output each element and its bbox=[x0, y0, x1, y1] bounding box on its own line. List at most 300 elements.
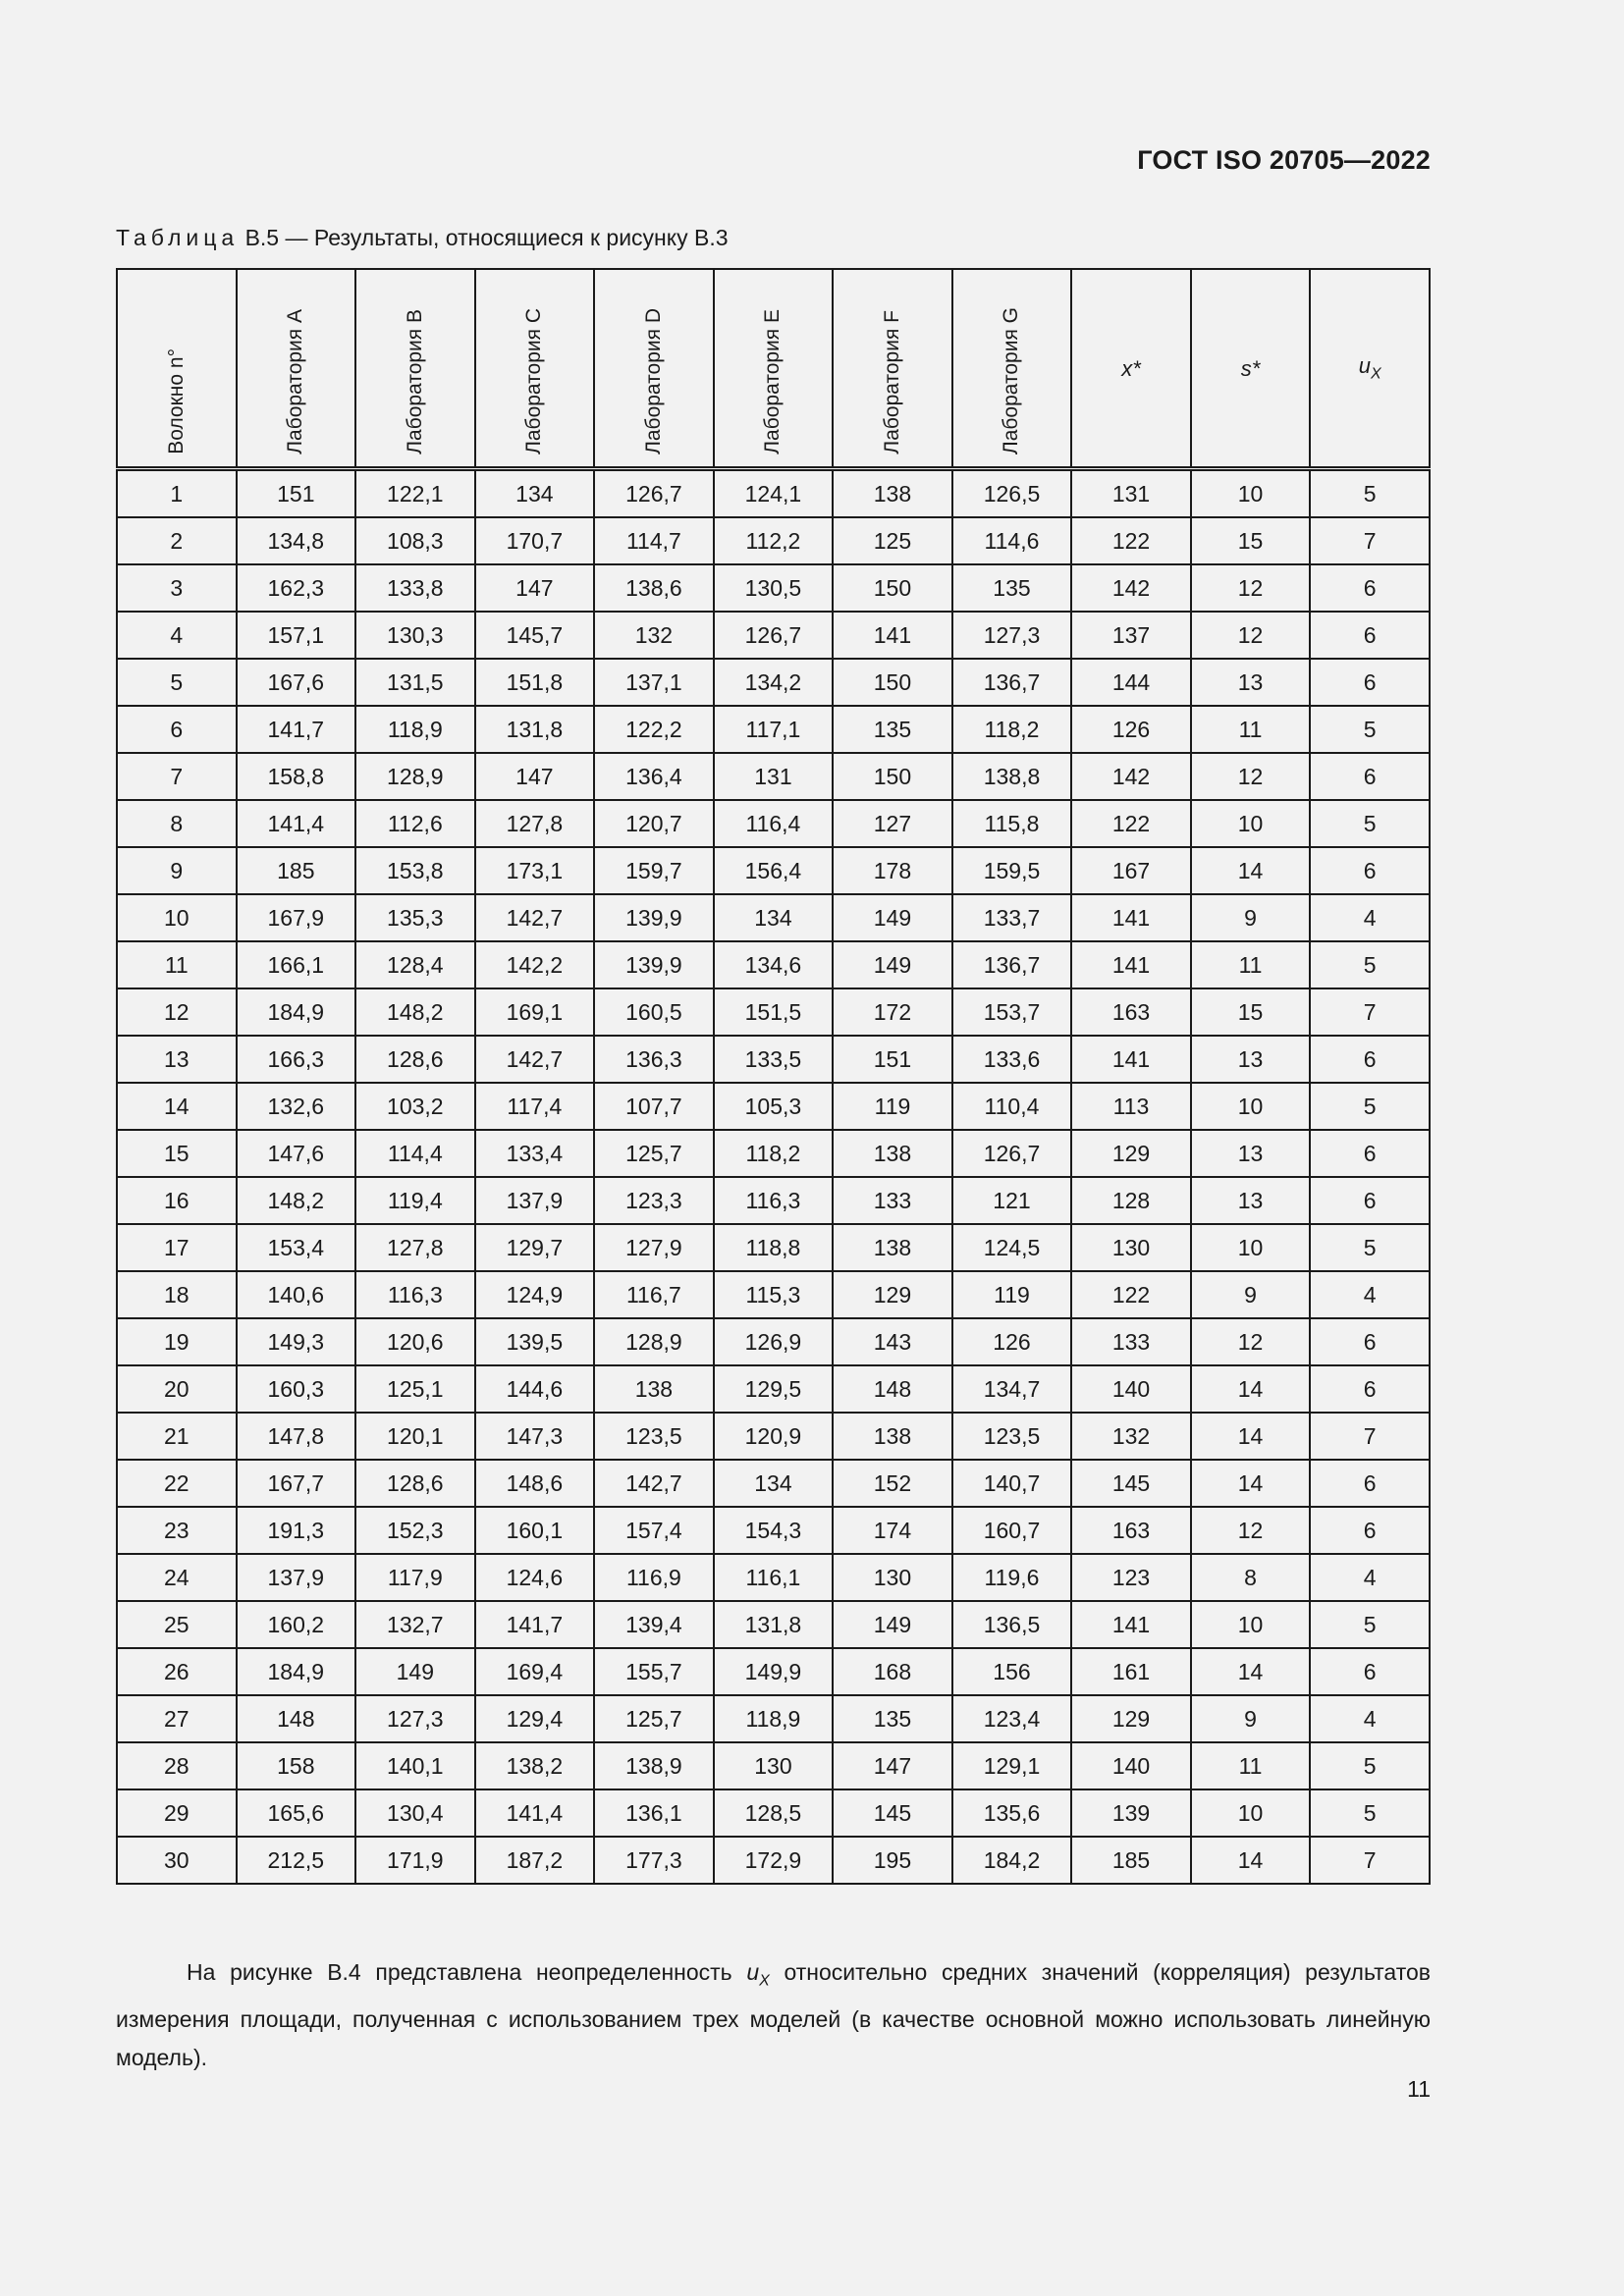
table-cell: 185 bbox=[237, 847, 356, 894]
table-cell: 6 bbox=[117, 706, 237, 753]
table-cell: 136,7 bbox=[952, 659, 1072, 706]
table-cell: 126 bbox=[952, 1318, 1072, 1365]
table-cell: 120,7 bbox=[594, 800, 714, 847]
table-cell: 10 bbox=[1191, 1601, 1311, 1648]
table-cell: 136,3 bbox=[594, 1036, 714, 1083]
table-cell: 167,7 bbox=[237, 1460, 356, 1507]
table-cell: 133 bbox=[1071, 1318, 1191, 1365]
table-cell: 16 bbox=[117, 1177, 237, 1224]
table-cell: 147 bbox=[833, 1742, 952, 1789]
table-cell: 134,6 bbox=[714, 941, 834, 988]
table-cell: 120,9 bbox=[714, 1413, 834, 1460]
table-row bbox=[117, 564, 1430, 612]
table-cell: 11 bbox=[1191, 706, 1311, 753]
table-row bbox=[117, 941, 1430, 988]
table-cell: 137,1 bbox=[594, 659, 714, 706]
table-row bbox=[117, 800, 1430, 847]
table-cell: 141 bbox=[1071, 1601, 1191, 1648]
table-row bbox=[117, 659, 1430, 706]
table-caption-text: В.5 — Результаты, относящиеся к рисунку В.3 bbox=[244, 225, 729, 250]
table-cell: 120,1 bbox=[355, 1413, 475, 1460]
table-cell: 116,4 bbox=[714, 800, 834, 847]
table-cell: 178 bbox=[833, 847, 952, 894]
table-cell: 115,3 bbox=[714, 1271, 834, 1318]
table-cell: 121 bbox=[952, 1177, 1072, 1224]
paragraph-text-after: относительно средних значений (корреляция) результатов измерения площади, полученная с использованием трех моделей (в качестве основной можно использовать линейную модель). bbox=[116, 1959, 1431, 2070]
table-row bbox=[117, 1365, 1430, 1413]
table-cell: 126,7 bbox=[594, 469, 714, 518]
table-cell: 133,5 bbox=[714, 1036, 834, 1083]
table-cell: 142,7 bbox=[475, 894, 595, 941]
table-cell: 140,6 bbox=[237, 1271, 356, 1318]
table-cell: 160,3 bbox=[237, 1365, 356, 1413]
table-cell: 107,7 bbox=[594, 1083, 714, 1130]
table-cell: 7 bbox=[1310, 1413, 1430, 1460]
table-cell: 6 bbox=[1310, 753, 1430, 800]
table-cell: 184,2 bbox=[952, 1837, 1072, 1884]
table-row bbox=[117, 1507, 1430, 1554]
table-cell: 191,3 bbox=[237, 1507, 356, 1554]
table-cell: 19 bbox=[117, 1318, 237, 1365]
table-cell: 118,2 bbox=[714, 1130, 834, 1177]
table-cell: 26 bbox=[117, 1648, 237, 1695]
table-cell: 166,3 bbox=[237, 1036, 356, 1083]
table-cell: 113 bbox=[1071, 1083, 1191, 1130]
table-cell: 154,3 bbox=[714, 1507, 834, 1554]
table-cell: 158,8 bbox=[237, 753, 356, 800]
table-cell: 156,4 bbox=[714, 847, 834, 894]
table-cell: 160,7 bbox=[952, 1507, 1072, 1554]
table-cell: 145,7 bbox=[475, 612, 595, 659]
table-cell: 132,7 bbox=[355, 1601, 475, 1648]
table-cell: 157,4 bbox=[594, 1507, 714, 1554]
table-cell: 167,9 bbox=[237, 894, 356, 941]
table-row bbox=[117, 1554, 1430, 1601]
table-cell: 118,2 bbox=[952, 706, 1072, 753]
column-header-8 bbox=[1071, 269, 1191, 469]
table-cell: 149 bbox=[833, 941, 952, 988]
header-row bbox=[117, 269, 1430, 469]
table-cell: 6 bbox=[1310, 1177, 1430, 1224]
table-row bbox=[117, 1036, 1430, 1083]
table-cell: 122 bbox=[1071, 1271, 1191, 1318]
table-cell: 140 bbox=[1071, 1742, 1191, 1789]
table-cell: 145 bbox=[1071, 1460, 1191, 1507]
table-cell: 14 bbox=[1191, 1648, 1311, 1695]
column-header-label: Лаборатория С bbox=[522, 308, 546, 454]
table-cell: 126,7 bbox=[714, 612, 834, 659]
table-row bbox=[117, 1318, 1430, 1365]
table-cell: 184,9 bbox=[237, 1648, 356, 1695]
table-cell: 149 bbox=[833, 894, 952, 941]
table-cell: 127,3 bbox=[952, 612, 1072, 659]
table-cell: 24 bbox=[117, 1554, 237, 1601]
table-cell: 126,7 bbox=[952, 1130, 1072, 1177]
table-cell: 144 bbox=[1071, 659, 1191, 706]
table-cell: 129 bbox=[833, 1271, 952, 1318]
table-cell: 5 bbox=[1310, 1742, 1430, 1789]
uncertainty-symbol: u bbox=[746, 1959, 760, 1985]
table-cell: 5 bbox=[1310, 469, 1430, 518]
table-cell: 9 bbox=[1191, 1695, 1311, 1742]
table-cell: 140,7 bbox=[952, 1460, 1072, 1507]
table-cell: 147,3 bbox=[475, 1413, 595, 1460]
table-row bbox=[117, 1601, 1430, 1648]
table-cell: 118,8 bbox=[714, 1224, 834, 1271]
table-cell: 4 bbox=[1310, 1271, 1430, 1318]
table-cell: 135 bbox=[833, 706, 952, 753]
table-cell: 139,9 bbox=[594, 941, 714, 988]
column-header-label bbox=[1358, 353, 1381, 383]
table-cell: 14 bbox=[1191, 1837, 1311, 1884]
table-cell: 141 bbox=[833, 612, 952, 659]
column-header-label: Волокно n° bbox=[164, 348, 188, 454]
table-cell: 147 bbox=[475, 753, 595, 800]
table-cell: 128,5 bbox=[714, 1789, 834, 1837]
table-cell: 7 bbox=[1310, 517, 1430, 564]
table-row bbox=[117, 894, 1430, 941]
table-cell: 138,6 bbox=[594, 564, 714, 612]
table-cell: 116,3 bbox=[355, 1271, 475, 1318]
table-cell: 123 bbox=[1071, 1554, 1191, 1601]
column-header-0 bbox=[117, 269, 237, 469]
table-cell: 112,6 bbox=[355, 800, 475, 847]
table-cell: 148 bbox=[833, 1365, 952, 1413]
table-cell: 119 bbox=[833, 1083, 952, 1130]
table-cell: 123,3 bbox=[594, 1177, 714, 1224]
table-cell: 129,5 bbox=[714, 1365, 834, 1413]
table-cell: 148,2 bbox=[237, 1177, 356, 1224]
table-cell: 4 bbox=[117, 612, 237, 659]
table-cell: 105,3 bbox=[714, 1083, 834, 1130]
table-cell: 135,6 bbox=[952, 1789, 1072, 1837]
table-cell: 5 bbox=[1310, 941, 1430, 988]
table-cell: 161 bbox=[1071, 1648, 1191, 1695]
table-cell: 143 bbox=[833, 1318, 952, 1365]
table-cell: 151 bbox=[833, 1036, 952, 1083]
table-cell: 152,3 bbox=[355, 1507, 475, 1554]
table-cell: 10 bbox=[1191, 469, 1311, 518]
table-cell: 6 bbox=[1310, 612, 1430, 659]
table-row bbox=[117, 706, 1430, 753]
table-cell: 127 bbox=[833, 800, 952, 847]
table-cell: 13 bbox=[1191, 1130, 1311, 1177]
table-cell: 12 bbox=[1191, 1507, 1311, 1554]
column-header-label bbox=[1121, 356, 1141, 381]
table-cell: 6 bbox=[1310, 1460, 1430, 1507]
table-cell: 132,6 bbox=[237, 1083, 356, 1130]
table-cell: 125,7 bbox=[594, 1130, 714, 1177]
table-cell: 142,2 bbox=[475, 941, 595, 988]
table-cell: 138 bbox=[833, 1224, 952, 1271]
table-cell: 177,3 bbox=[594, 1837, 714, 1884]
column-header-6 bbox=[833, 269, 952, 469]
table-cell: 14 bbox=[1191, 1413, 1311, 1460]
table-cell: 140,1 bbox=[355, 1742, 475, 1789]
column-header-10 bbox=[1310, 269, 1430, 469]
table-cell: 11 bbox=[1191, 1742, 1311, 1789]
page-number: 11 bbox=[1407, 2076, 1431, 2102]
table-cell: 125,1 bbox=[355, 1365, 475, 1413]
table-cell: 124,6 bbox=[475, 1554, 595, 1601]
table-cell: 12 bbox=[1191, 1318, 1311, 1365]
table-cell: 149,9 bbox=[714, 1648, 834, 1695]
table-cell: 159,5 bbox=[952, 847, 1072, 894]
table-cell: 135 bbox=[833, 1695, 952, 1742]
table-cell: 5 bbox=[1310, 1224, 1430, 1271]
table-cell: 12 bbox=[1191, 612, 1311, 659]
uncertainty-symbol-subscript: X bbox=[759, 1972, 770, 1990]
table-cell: 15 bbox=[117, 1130, 237, 1177]
table-cell: 167 bbox=[1071, 847, 1191, 894]
table-cell: 127,9 bbox=[594, 1224, 714, 1271]
table-cell: 8 bbox=[1191, 1554, 1311, 1601]
table-cell: 116,9 bbox=[594, 1554, 714, 1601]
table-caption bbox=[116, 225, 729, 251]
table-cell: 117,1 bbox=[714, 706, 834, 753]
table-cell: 13 bbox=[1191, 1036, 1311, 1083]
column-header-9 bbox=[1191, 269, 1311, 469]
table-cell: 151 bbox=[237, 469, 356, 518]
document-code: ГОСТ ISO 20705—2022 bbox=[1137, 145, 1431, 175]
table-cell: 125,7 bbox=[594, 1695, 714, 1742]
paragraph-text-before: На рисунке В.4 представлена неопределенность bbox=[187, 1959, 747, 1985]
table-cell: 172 bbox=[833, 988, 952, 1036]
table-cell: 25 bbox=[117, 1601, 237, 1648]
table-row bbox=[117, 1177, 1430, 1224]
table-cell: 12 bbox=[117, 988, 237, 1036]
table-cell: 14 bbox=[1191, 1365, 1311, 1413]
table-cell: 174 bbox=[833, 1507, 952, 1554]
table-cell: 171,9 bbox=[355, 1837, 475, 1884]
table-cell: 130,5 bbox=[714, 564, 834, 612]
table-cell: 5 bbox=[117, 659, 237, 706]
table-cell: 1 bbox=[117, 469, 237, 518]
table-cell: 155,7 bbox=[594, 1648, 714, 1695]
table-cell: 2 bbox=[117, 517, 237, 564]
table-header bbox=[117, 269, 1430, 469]
table-cell: 153,7 bbox=[952, 988, 1072, 1036]
table-cell: 22 bbox=[117, 1460, 237, 1507]
column-header-5 bbox=[714, 269, 834, 469]
table-row bbox=[117, 612, 1430, 659]
table-cell: 119,6 bbox=[952, 1554, 1072, 1601]
table-cell: 135 bbox=[952, 564, 1072, 612]
table-cell: 134 bbox=[714, 1460, 834, 1507]
table-row bbox=[117, 753, 1430, 800]
table-cell: 195 bbox=[833, 1837, 952, 1884]
table-cell: 149 bbox=[833, 1601, 952, 1648]
results-table bbox=[116, 268, 1431, 1885]
table-cell: 133,6 bbox=[952, 1036, 1072, 1083]
table-cell: 6 bbox=[1310, 1507, 1430, 1554]
table-cell: 141 bbox=[1071, 941, 1191, 988]
column-header-label: Лаборатория F bbox=[880, 310, 903, 454]
table-cell: 134 bbox=[714, 894, 834, 941]
table-cell: 149,3 bbox=[237, 1318, 356, 1365]
table-cell: 153,8 bbox=[355, 847, 475, 894]
table-cell: 141,4 bbox=[237, 800, 356, 847]
table-cell: 4 bbox=[1310, 894, 1430, 941]
table-cell: 156 bbox=[952, 1648, 1072, 1695]
column-header-label: Лаборатория G bbox=[1000, 306, 1023, 454]
table-cell: 114,4 bbox=[355, 1130, 475, 1177]
table-cell: 15 bbox=[1191, 517, 1311, 564]
table-cell: 160,5 bbox=[594, 988, 714, 1036]
table-cell: 119 bbox=[952, 1271, 1072, 1318]
table-cell: 150 bbox=[833, 753, 952, 800]
table-cell: 157,1 bbox=[237, 612, 356, 659]
table-cell: 187,2 bbox=[475, 1837, 595, 1884]
table-cell: 149 bbox=[355, 1648, 475, 1695]
table-cell: 5 bbox=[1310, 1083, 1430, 1130]
table-cell: 153,4 bbox=[237, 1224, 356, 1271]
column-header-symbol: x* bbox=[1121, 355, 1141, 381]
table-cell: 128,6 bbox=[355, 1460, 475, 1507]
table-cell: 150 bbox=[833, 659, 952, 706]
table-cell: 5 bbox=[1310, 1789, 1430, 1837]
table-cell: 126,9 bbox=[714, 1318, 834, 1365]
table-cell: 114,6 bbox=[952, 517, 1072, 564]
table-cell: 147 bbox=[475, 564, 595, 612]
table-row bbox=[117, 847, 1430, 894]
table-cell: 10 bbox=[1191, 1224, 1311, 1271]
table-cell: 128,6 bbox=[355, 1036, 475, 1083]
table-row bbox=[117, 1271, 1430, 1318]
table-cell: 117,4 bbox=[475, 1083, 595, 1130]
table-cell: 144,6 bbox=[475, 1365, 595, 1413]
table-cell: 122 bbox=[1071, 800, 1191, 847]
table-cell: 6 bbox=[1310, 847, 1430, 894]
table-cell: 133 bbox=[833, 1177, 952, 1224]
table-cell: 7 bbox=[117, 753, 237, 800]
column-header-7 bbox=[952, 269, 1072, 469]
table-row bbox=[117, 1695, 1430, 1742]
table-cell: 29 bbox=[117, 1789, 237, 1837]
table-cell: 103,2 bbox=[355, 1083, 475, 1130]
table-cell: 30 bbox=[117, 1837, 237, 1884]
table-cell: 118,9 bbox=[355, 706, 475, 753]
table-cell: 17 bbox=[117, 1224, 237, 1271]
table-cell: 129,4 bbox=[475, 1695, 595, 1742]
table-cell: 122 bbox=[1071, 517, 1191, 564]
table-cell: 138 bbox=[833, 469, 952, 518]
table-cell: 131 bbox=[714, 753, 834, 800]
table-cell: 139,9 bbox=[594, 894, 714, 941]
column-header-1 bbox=[237, 269, 356, 469]
table-row bbox=[117, 1742, 1430, 1789]
table-cell: 131 bbox=[1071, 469, 1191, 518]
table-cell: 122,1 bbox=[355, 469, 475, 518]
table-cell: 20 bbox=[117, 1365, 237, 1413]
table-body bbox=[117, 469, 1430, 1885]
column-header-3 bbox=[475, 269, 595, 469]
table-cell: 140 bbox=[1071, 1365, 1191, 1413]
table-cell: 8 bbox=[117, 800, 237, 847]
table-cell: 170,7 bbox=[475, 517, 595, 564]
table-cell: 23 bbox=[117, 1507, 237, 1554]
column-header-label bbox=[1241, 356, 1261, 381]
table-cell: 110,4 bbox=[952, 1083, 1072, 1130]
table-cell: 128,9 bbox=[355, 753, 475, 800]
table-cell: 108,3 bbox=[355, 517, 475, 564]
table-cell: 145 bbox=[833, 1789, 952, 1837]
table-cell: 116,7 bbox=[594, 1271, 714, 1318]
table-cell: 119,4 bbox=[355, 1177, 475, 1224]
table-cell: 120,6 bbox=[355, 1318, 475, 1365]
table-cell: 130,3 bbox=[355, 612, 475, 659]
table-cell: 134,2 bbox=[714, 659, 834, 706]
table-cell: 6 bbox=[1310, 1036, 1430, 1083]
table-cell: 128,4 bbox=[355, 941, 475, 988]
table-row bbox=[117, 1789, 1430, 1837]
table-cell: 133,7 bbox=[952, 894, 1072, 941]
table-cell: 142,7 bbox=[475, 1036, 595, 1083]
table-cell: 18 bbox=[117, 1271, 237, 1318]
table-cell: 14 bbox=[117, 1083, 237, 1130]
table-cell: 112,2 bbox=[714, 517, 834, 564]
table-cell: 122,2 bbox=[594, 706, 714, 753]
table-cell: 168 bbox=[833, 1648, 952, 1695]
table-cell: 134 bbox=[475, 469, 595, 518]
table-cell: 141,4 bbox=[475, 1789, 595, 1837]
table-row bbox=[117, 988, 1430, 1036]
table-cell: 14 bbox=[1191, 1460, 1311, 1507]
table-cell: 134,8 bbox=[237, 517, 356, 564]
table-cell: 169,4 bbox=[475, 1648, 595, 1695]
table-cell: 139,5 bbox=[475, 1318, 595, 1365]
column-header-2 bbox=[355, 269, 475, 469]
table-cell: 137,9 bbox=[475, 1177, 595, 1224]
table-cell: 136,7 bbox=[952, 941, 1072, 988]
table-cell: 13 bbox=[117, 1036, 237, 1083]
table-cell: 116,1 bbox=[714, 1554, 834, 1601]
column-header-subscript: X bbox=[1370, 365, 1381, 383]
table-cell: 134,7 bbox=[952, 1365, 1072, 1413]
table-cell: 12 bbox=[1191, 753, 1311, 800]
table-cell: 167,6 bbox=[237, 659, 356, 706]
table-cell: 126,5 bbox=[952, 469, 1072, 518]
table-cell: 185 bbox=[1071, 1837, 1191, 1884]
table-cell: 138,9 bbox=[594, 1742, 714, 1789]
table-cell: 124,5 bbox=[952, 1224, 1072, 1271]
column-header-label: Лаборатория Е bbox=[761, 309, 785, 454]
table-cell: 116,3 bbox=[714, 1177, 834, 1224]
table-cell: 7 bbox=[1310, 988, 1430, 1036]
table-cell: 117,9 bbox=[355, 1554, 475, 1601]
table-cell: 133,8 bbox=[355, 564, 475, 612]
table-cell: 212,5 bbox=[237, 1837, 356, 1884]
table-cell: 130 bbox=[714, 1742, 834, 1789]
table-cell: 28 bbox=[117, 1742, 237, 1789]
table-cell: 15 bbox=[1191, 988, 1311, 1036]
table-cell: 5 bbox=[1310, 1601, 1430, 1648]
column-header-4 bbox=[594, 269, 714, 469]
table-cell: 138,2 bbox=[475, 1742, 595, 1789]
table-cell: 128,9 bbox=[594, 1318, 714, 1365]
table-cell: 139,4 bbox=[594, 1601, 714, 1648]
column-header-symbol: u bbox=[1358, 353, 1371, 379]
table-caption-label: Таблица bbox=[116, 225, 240, 250]
table-cell: 130,4 bbox=[355, 1789, 475, 1837]
table-cell: 114,7 bbox=[594, 517, 714, 564]
table-row bbox=[117, 1648, 1430, 1695]
table-cell: 129 bbox=[1071, 1695, 1191, 1742]
table-cell: 165,6 bbox=[237, 1789, 356, 1837]
table-cell: 162,3 bbox=[237, 564, 356, 612]
table-cell: 137 bbox=[1071, 612, 1191, 659]
table-cell: 142,7 bbox=[594, 1460, 714, 1507]
